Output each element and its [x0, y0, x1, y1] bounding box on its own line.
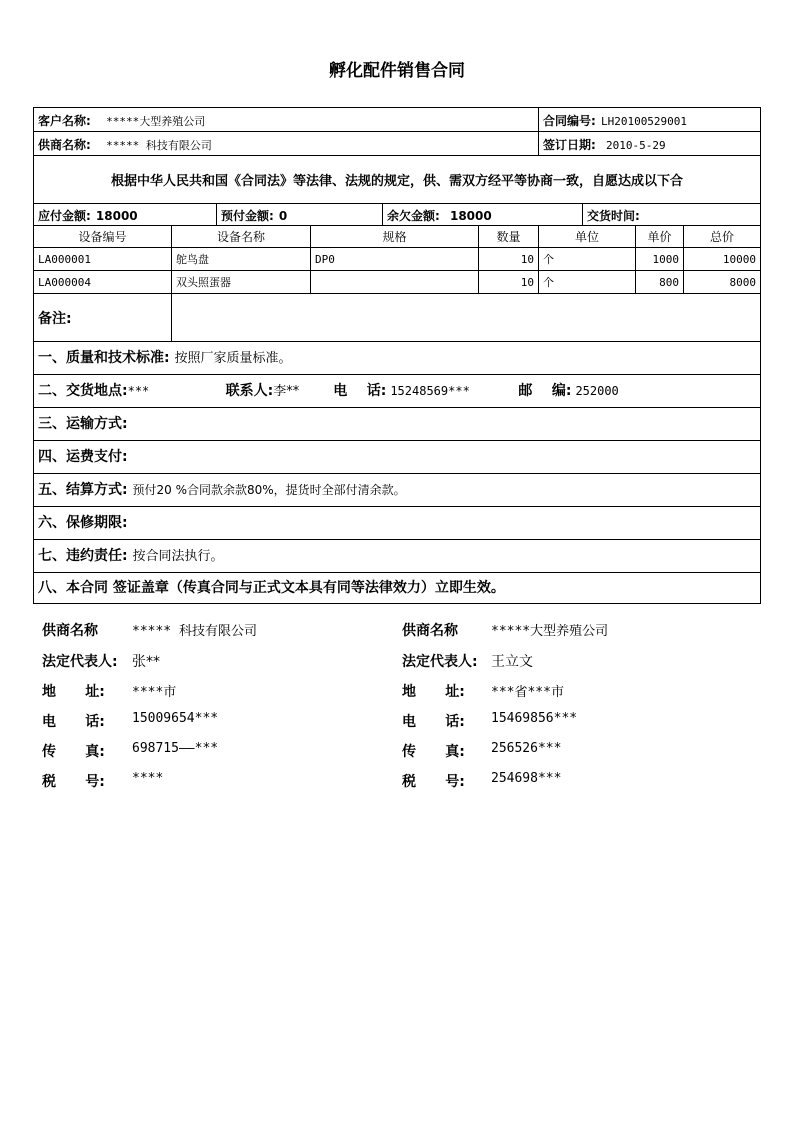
customer-row [34, 108, 761, 132]
customer-value: *****大型养殖公司 [106, 115, 206, 128]
col-header: 设备名称 [172, 226, 311, 248]
settlement-row [34, 474, 761, 507]
item-name: 鸵鸟盘 [172, 248, 311, 271]
left-addr-label: 地 址: [42, 684, 105, 700]
supplier-row [34, 132, 761, 156]
remarks-row [34, 294, 761, 342]
phone-label: 电 话: [333, 382, 387, 399]
item-spec: DP0 [311, 248, 479, 271]
item-price: 1000 [636, 248, 684, 271]
payable-value: 18000 [95, 209, 138, 223]
customer-label: 客户名称: [38, 114, 91, 128]
left-name-value: ***** 科技有限公司 [132, 624, 257, 639]
sig-rep-row [0, 651, 794, 675]
preamble-row [34, 156, 761, 204]
delivery-time-label: 交货时间: [587, 209, 640, 223]
place-value: *** [127, 383, 150, 398]
right-tax-value: 254698*** [491, 771, 562, 786]
left-fax-value: 698715——*** [132, 741, 219, 756]
sign-date-value: 2010-5-29 [606, 139, 666, 152]
sig-name-row [0, 620, 794, 644]
left-tax-label: 税 号: [42, 774, 105, 790]
breach-value: 按合同法执行。 [132, 548, 224, 564]
left-tax-value: **** [132, 771, 164, 786]
remarks-label: 备注: [34, 294, 172, 342]
delivery-place-row [34, 375, 761, 408]
warranty-row [34, 507, 761, 540]
remarks-value [172, 294, 761, 342]
col-header: 总价 [684, 226, 761, 248]
preamble-text: 根据中华人民共和国《合同法》等法律、法规的规定，供、需双方经平等协商一致，自愿达成以下合 [34, 156, 761, 204]
item-name: 双头照蛋器 [172, 271, 311, 294]
right-addr-label: 地 址: [402, 684, 465, 700]
items-header-row [34, 226, 761, 248]
item-qty: 10 [479, 248, 539, 271]
transport-row [34, 408, 761, 441]
right-rep-value: 王立文 [491, 654, 533, 670]
item-spec [311, 271, 479, 294]
payable-label: 应付金额: [38, 209, 91, 223]
sig-addr-row [0, 681, 794, 705]
effect-text: 八、本合同 签证盖章（传真合同与正式文本具有同等法律效力）立即生效。 [38, 580, 505, 596]
right-name-label: 供商名称 [402, 623, 458, 639]
right-addr-value: ***省***市 [491, 685, 564, 700]
breach-label: 七、违约责任: [38, 547, 128, 564]
freight-row [34, 441, 761, 474]
transport-label: 三、运输方式: [38, 416, 128, 432]
payment-row [34, 204, 761, 226]
settlement-value: 预付20 %合同款余款80%，提货时全部付清余款。 [132, 483, 406, 497]
sig-fax-row [0, 741, 794, 765]
place-label: 二、交货地点: [38, 382, 128, 399]
freight-label: 四、运费支付: [38, 449, 128, 465]
col-header: 设备编号 [34, 226, 172, 248]
left-tel-value: 15009654*** [132, 711, 219, 726]
contract-no-value: LH20100529001 [600, 115, 688, 128]
table-row [34, 271, 761, 294]
right-fax-value: 256526*** [491, 741, 562, 756]
contact-label: 联系人: [225, 382, 274, 399]
postcode-label: 邮 编: [518, 382, 572, 399]
contact-value: 李** [273, 383, 300, 399]
owed-label: 余欠金额: [387, 209, 440, 223]
item-total: 10000 [684, 248, 761, 271]
item-code: LA000004 [34, 271, 172, 294]
right-tel-label: 电 话: [402, 714, 465, 730]
supplier-label: 供商名称: [38, 138, 91, 152]
right-name-value: *****大型养殖公司 [491, 624, 609, 639]
contract-table [33, 107, 761, 604]
quality-label: 一、质量和技术标准: [38, 349, 170, 366]
warranty-label: 六、保修期限: [38, 515, 128, 531]
right-fax-label: 传 真: [402, 744, 465, 760]
left-name-label: 供商名称 [42, 623, 98, 639]
contract-no-label: 合同编号: [543, 114, 596, 128]
right-tel-value: 15469856*** [491, 711, 578, 726]
col-header: 数量 [479, 226, 539, 248]
breach-row [34, 540, 761, 573]
item-unit: 个 [539, 248, 636, 271]
settlement-label: 五、结算方式: [38, 482, 128, 498]
right-tax-label: 税 号: [402, 774, 465, 790]
item-unit: 个 [539, 271, 636, 294]
left-tel-label: 电 话: [42, 714, 105, 730]
page-title: 孵化配件销售合同 [329, 61, 465, 81]
table-row [34, 248, 761, 271]
item-qty: 10 [479, 271, 539, 294]
owed-value: 18000 [449, 209, 492, 223]
phone-value: 15248569*** [390, 383, 470, 398]
item-price: 800 [636, 271, 684, 294]
left-rep-value: 张** [132, 654, 160, 670]
effect-row [34, 573, 761, 604]
right-rep-label: 法定代表人: [402, 654, 478, 670]
left-addr-value: ****市 [132, 685, 177, 700]
left-fax-label: 传 真: [42, 744, 105, 760]
col-header: 单位 [539, 226, 636, 248]
sig-tax-row [0, 771, 794, 795]
prepaid-label: 预付金额: [221, 209, 274, 223]
quality-value: 按照厂家质量标准。 [174, 350, 292, 366]
supplier-value: ***** 科技有限公司 [106, 139, 212, 152]
quality-row [34, 342, 761, 375]
col-header: 单价 [636, 226, 684, 248]
item-total: 8000 [684, 271, 761, 294]
sig-tel-row [0, 711, 794, 735]
sign-date-label: 签订日期: [543, 138, 596, 152]
postcode-value: 252000 [575, 383, 619, 398]
prepaid-value: 0 [278, 209, 288, 223]
item-code: LA000001 [34, 248, 172, 271]
col-header: 规格 [311, 226, 479, 248]
left-rep-label: 法定代表人: [42, 654, 118, 670]
